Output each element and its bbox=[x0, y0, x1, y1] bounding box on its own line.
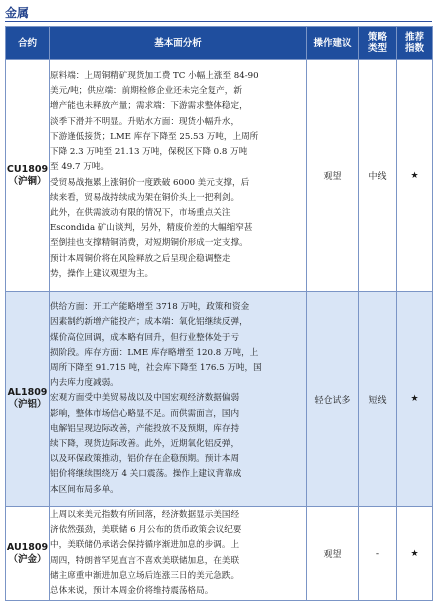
contract-code: AL1809 bbox=[7, 387, 48, 398]
analysis-line: 续来看，贸易战持续成为架在铜价头上一把利剑。 bbox=[50, 192, 240, 203]
rating-star-icon: ★ bbox=[397, 507, 433, 601]
analysis-line: 上周以来美元指数有所回落，经济数据显示美国经 bbox=[50, 509, 240, 520]
analysis-line: 内去库力度减弱。 bbox=[50, 378, 119, 389]
rating-star-icon: ★ bbox=[397, 292, 433, 507]
analysis-line: 总体来说，预计本周金价将维持震荡格局。 bbox=[50, 585, 214, 596]
header-analysis: 基本面分析 bbox=[50, 27, 307, 60]
analysis-line: 宏观方面受中美贸易战以及中国宏观经济数据偏弱 bbox=[50, 393, 240, 404]
strategy-table bbox=[5, 26, 433, 601]
header-rating bbox=[397, 27, 433, 60]
advice-cell: 观望 bbox=[307, 60, 359, 292]
analysis-line: 受贸易战拖累上涨铜价一度跌破 6000 美元支撑，后 bbox=[50, 177, 250, 188]
table-row bbox=[6, 292, 433, 507]
strategy-cell: - bbox=[359, 507, 397, 601]
analysis-line: 铝价将继续围绕万 4 关口震荡。操作上建议背靠成 bbox=[50, 469, 242, 480]
analysis-cell bbox=[50, 60, 307, 292]
table-row bbox=[6, 60, 433, 292]
table-header-row bbox=[6, 27, 433, 60]
contract-code: CU1809 bbox=[6, 163, 49, 175]
title-divider bbox=[5, 21, 432, 22]
contract-cell bbox=[6, 507, 50, 601]
analysis-line: 原料端：上周铜精矿现货加工费 TC 小幅上涨至 84-90 bbox=[50, 71, 259, 82]
analysis-line: 下降 2.3 万吨至 21.13 万吨，保税区下降 0.8 万吨 bbox=[50, 147, 248, 158]
analysis-line: 中，美联储仍承诺会保持循序渐进加息的步调。上 bbox=[50, 540, 240, 551]
header-strategy-type bbox=[359, 27, 397, 60]
analysis-cell bbox=[50, 292, 307, 507]
analysis-line: 周所下降至 91.715 吨，社会库下降至 176.5 万吨，国 bbox=[50, 362, 262, 373]
analysis-line: 势，操作上建议观望为主。 bbox=[50, 268, 154, 279]
analysis-line: 供给方面：开工产能略增至 3718 万吨，政策和资金 bbox=[50, 302, 250, 313]
table-row bbox=[6, 507, 433, 601]
advice-cell: 观望 bbox=[307, 507, 359, 601]
contract-name: （沪铜） bbox=[8, 175, 47, 187]
analysis-line: 影响，整体市场信心略显不足。而供需面言，国内 bbox=[50, 408, 240, 419]
analysis-line: 以及环保政策推动，铝价存在企稳预期。预计本周 bbox=[50, 454, 240, 465]
analysis-line: 因素制约新增产能投产；成本端：氧化铝继续反弹， bbox=[50, 317, 248, 328]
contract-cell bbox=[6, 292, 50, 507]
strategy-cell: 中线 bbox=[359, 60, 397, 292]
analysis-line: 至 49.7 万吨。 bbox=[50, 162, 109, 173]
header-rating-text: 推荐指数 bbox=[404, 32, 424, 54]
analysis-line: 淡季下滑并不明显。升贴水方面：现货小幅升水， bbox=[50, 116, 240, 127]
analysis-line: 增产能也未释放产量；需求端：下游需求整体稳定， bbox=[50, 101, 248, 112]
contract-code: AU1809 bbox=[6, 541, 49, 553]
advice-cell: 轻仓试多 bbox=[307, 292, 359, 507]
section-title: 金属 bbox=[5, 6, 30, 20]
analysis-line: 下游逢低接货；LME 库存下降至 25.53 万吨，上周所 bbox=[50, 131, 259, 142]
analysis-line: 此外，在供需波动有限的情况下，市场重点关注 bbox=[50, 207, 231, 218]
analysis-line: Escondida 矿山谈判，另外，精废价差的大幅缩窄甚 bbox=[50, 223, 253, 234]
rating-star-icon: ★ bbox=[397, 60, 433, 292]
analysis-line: 煤价高位回调，成本略有回升，但行业整体处于亏 bbox=[50, 332, 240, 343]
strategy-cell: 短线 bbox=[359, 292, 397, 507]
analysis-line: 电解铝呈现边际改善，产能投放不及预期，库存持 bbox=[50, 423, 240, 434]
analysis-line: 损阶段。库存方面：LME 库存略增至 120.8 万吨，上 bbox=[50, 347, 259, 358]
header-contract: 合约 bbox=[6, 27, 50, 60]
analysis-line: 本区间布局多单。 bbox=[50, 484, 119, 495]
contract-name: （沪铝） bbox=[8, 399, 47, 410]
analysis-line: 续下降，现货边际改善。此外，近期氧化铝反弹， bbox=[50, 439, 240, 449]
contract-name: （沪金） bbox=[8, 553, 47, 565]
analysis-line: 美元/吨；供应端：前期检修企业还未完全复产，新 bbox=[50, 86, 242, 97]
analysis-line: 储主席重申渐进加息立场后连涨三日的美元急跌。 bbox=[50, 570, 240, 581]
analysis-line: 济依然强劲，美联储 6 月公布的货币政策会议纪要 bbox=[50, 525, 242, 536]
analysis-line: 周四，特朗普罕见直言不喜欢美联储加息，在美联 bbox=[50, 555, 240, 566]
analysis-cell bbox=[50, 507, 307, 601]
header-advice: 操作建议 bbox=[307, 27, 359, 60]
analysis-line: 至倒挂也支撑精铜消费，对短期铜价形成一定支撑。 bbox=[50, 238, 248, 249]
analysis-line: 预计本周铜价将在风险释放之后呈现企稳调整走 bbox=[50, 253, 231, 264]
contract-cell bbox=[6, 60, 50, 292]
header-strategy-type-text: 策略类型 bbox=[367, 32, 387, 54]
